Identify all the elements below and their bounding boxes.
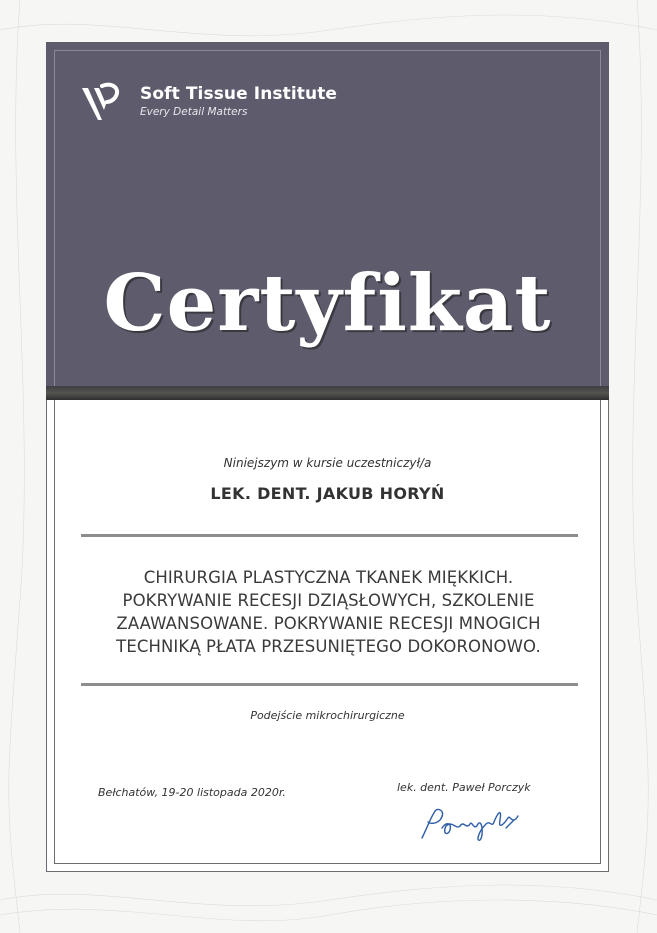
course-line: ZAAWANSOWANE. POKRYWANIE RECESJI MNOGICH [116,614,541,633]
intro-text: Niniejszym w kursie uczestniczył/a [223,456,432,470]
signer-name: lek. dent. Paweł Porczyk [397,781,531,794]
course-line: TECHNIKĄ PŁATA PRZESUNIĘTEGO DOKORONOWO. [116,637,541,656]
course-line: CHIRURGIA PLASTYCZNA TKANEK MIĘKKICH. [143,568,514,587]
certificate-title: Certyfikat [103,258,552,349]
handwritten-signature [418,806,528,844]
course-title [80,566,577,658]
stylized-v-logo-icon [80,80,124,124]
course-line: POKRYWANIE RECESJI DZIĄSŁOWYCH, SZKOLENIE [122,591,535,610]
place-and-date: Bełchatów, 19-20 listopada 2020r. [98,786,286,799]
participant-name: LEK. DENT. JAKUB HORYŃ [210,484,445,503]
header-metallic-strip [46,386,609,400]
brand-name: Soft Tissue Institute [140,84,338,104]
brand-tagline: Every Detail Matters [140,106,248,118]
approach-text: Podejście mikrochirurgiczne [250,709,405,722]
divider-top [81,534,578,537]
divider-bottom [81,683,578,686]
